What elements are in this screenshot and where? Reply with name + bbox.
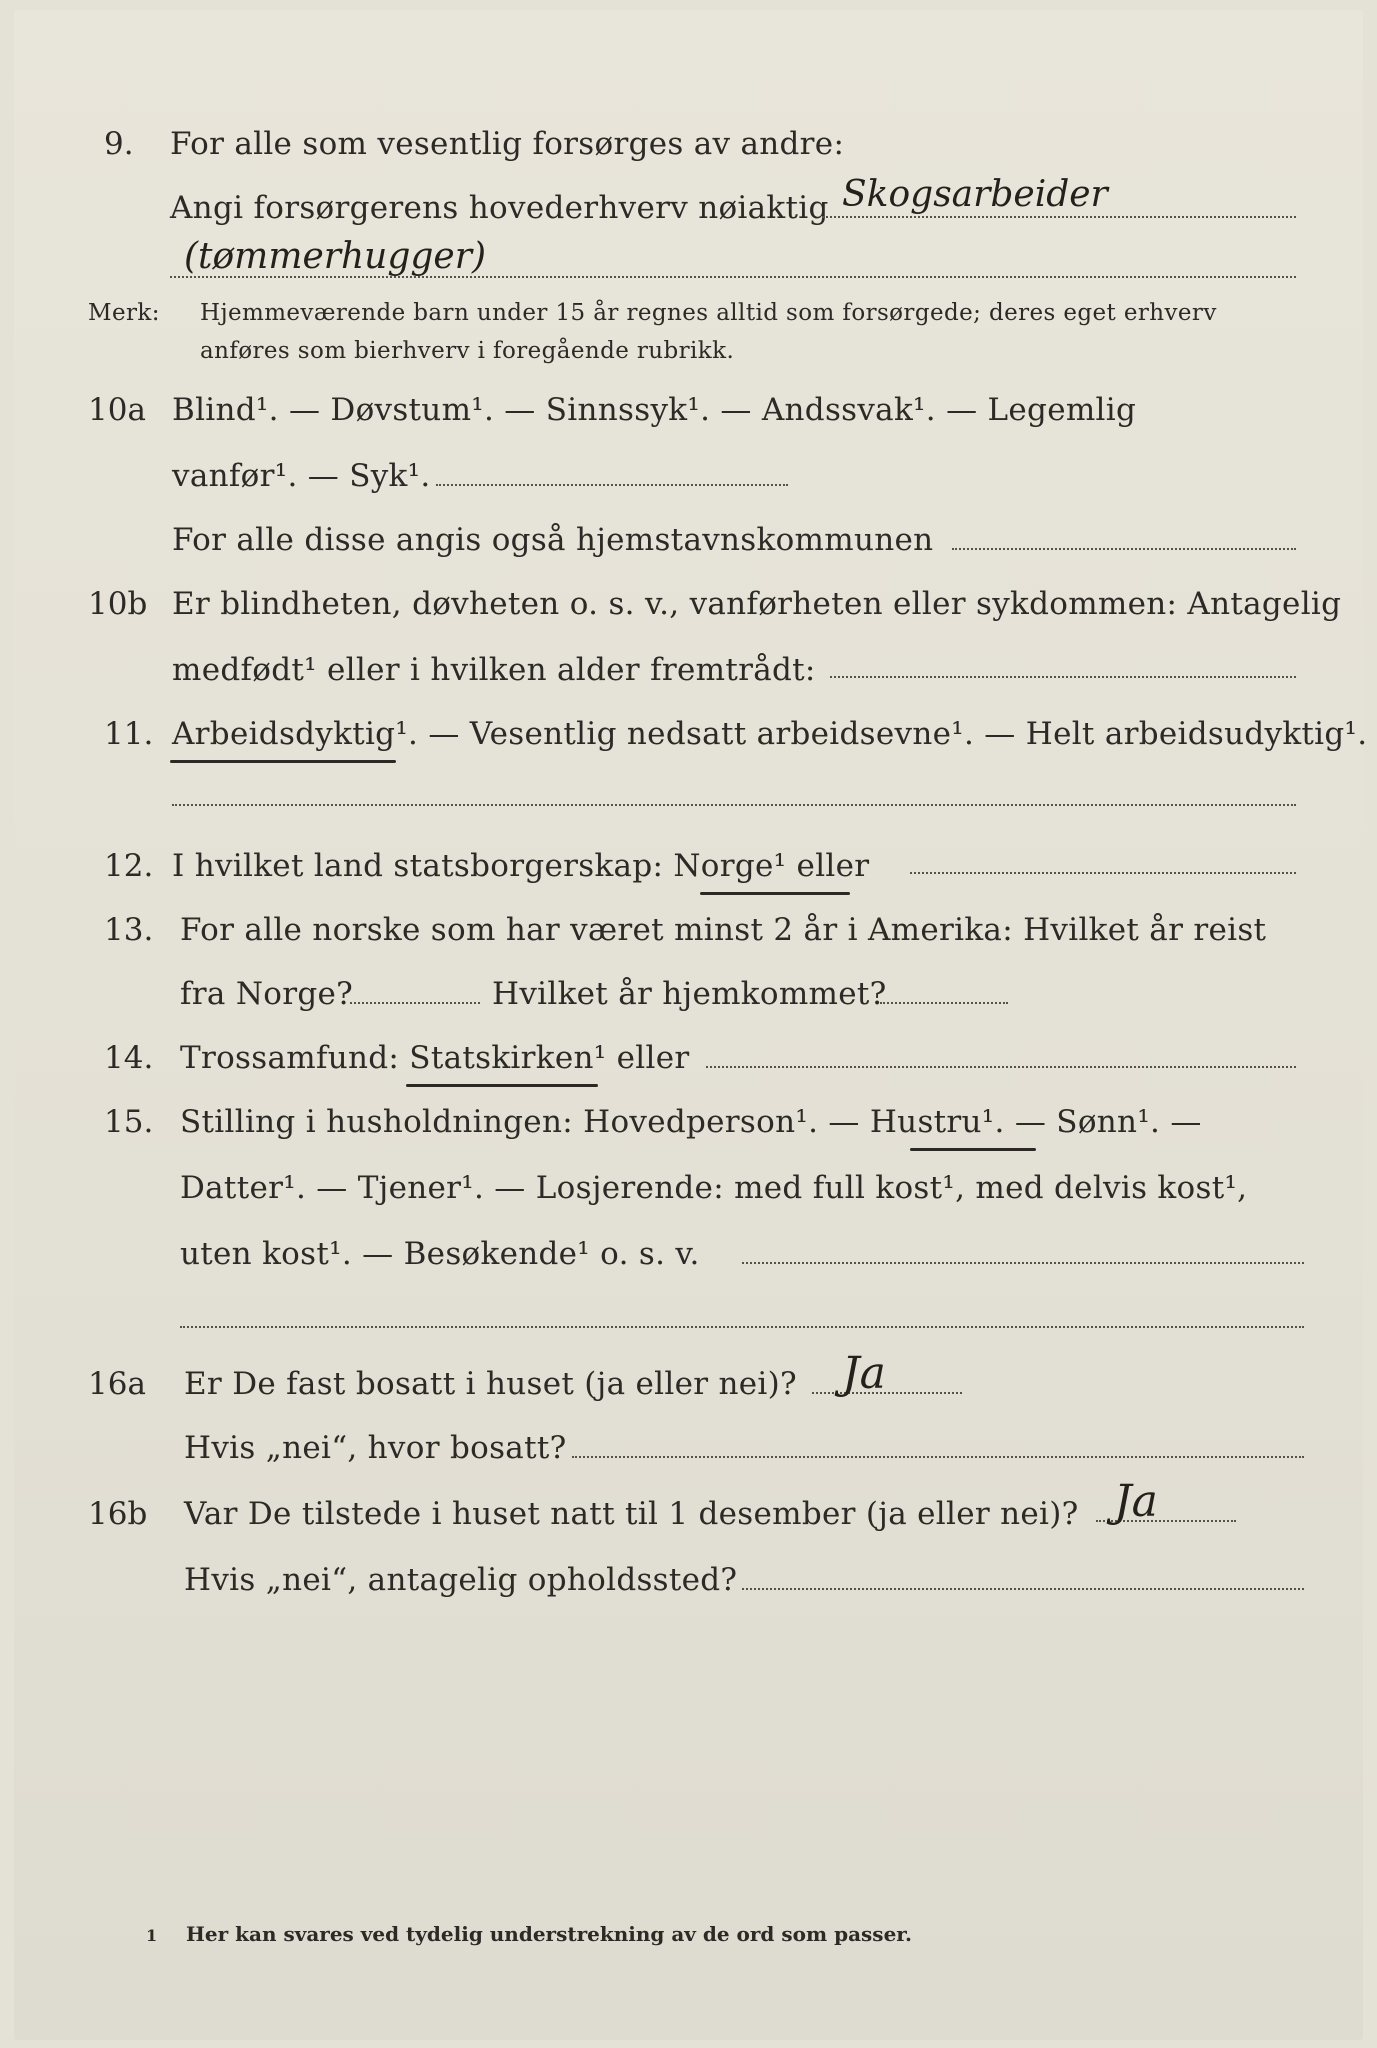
q16a-number: 16a <box>88 1366 146 1402</box>
q12-answer-line <box>910 872 1296 874</box>
q16b-handwritten-answer: Ja <box>1114 1476 1158 1527</box>
q12-underline-norge <box>700 892 850 895</box>
q12-line1: I hvilket land statsborgerskap: Norge¹ eller <box>172 848 870 884</box>
q16b-number: 16b <box>88 1496 148 1532</box>
q15-number: 15. <box>104 1104 154 1140</box>
q10b-number: 10b <box>88 586 148 622</box>
q16a-line2: Hvis „nei“, hvor bosatt? <box>184 1430 567 1466</box>
q16b-location-line <box>742 1588 1304 1590</box>
q15-extra-line <box>180 1326 1304 1328</box>
q15-underline-hustru <box>910 1148 1036 1151</box>
q11-answer-line <box>172 804 1296 806</box>
q10a-line1: Blind¹. — Døvstum¹. — Sinnssyk¹. — Andssvak¹. — Legemlig <box>172 392 1137 428</box>
q15-line1: Stilling i husholdningen: Hovedperson¹. — Hustru¹. — Sønn¹. — <box>180 1104 1202 1140</box>
q13-line2a: fra Norge? <box>180 976 354 1012</box>
merk-line1: Hjemmeværende barn under 15 år regnes alltid som forsørgede; deres eget erhverv <box>200 300 1217 326</box>
q10b-line2: medfødt¹ eller i hvilken alder fremtrådt: <box>172 652 816 688</box>
q14-underline-statskirken <box>406 1084 598 1087</box>
footnote-mark: 1 <box>146 1926 158 1945</box>
q11-underline-arbeidsdyktig <box>170 760 396 763</box>
q9-handwritten-answer1: Skogsarbeider <box>842 174 1108 215</box>
q14-number: 14. <box>104 1040 154 1076</box>
q14-answer-line <box>706 1066 1296 1068</box>
q16a-line1: Er De fast bosatt i huset (ja eller nei)? <box>184 1366 797 1402</box>
q16a-handwritten-answer: Ja <box>842 1348 886 1399</box>
q15-line2: Datter¹. — Tjener¹. — Losjerende: med full kost¹, med delvis kost¹, <box>180 1170 1248 1206</box>
q9-line1: For alle som vesentlig forsørges av andre: <box>170 126 845 162</box>
q9-number: 9. <box>104 126 134 162</box>
q14-line1: Trossamfund: Statskirken¹ eller <box>180 1040 690 1076</box>
q16b-line2: Hvis „nei“, antagelig opholdssted? <box>184 1562 738 1598</box>
q13-line1: For alle norske som har været minst 2 år i Amerika: Hvilket år reist <box>180 912 1267 948</box>
q10a-line3: For alle disse angis også hjemstavnskommunen <box>172 522 934 558</box>
q12-number: 12. <box>104 848 154 884</box>
q15-line3: uten kost¹. — Besøkende¹ o. s. v. <box>180 1236 700 1272</box>
q11-line1: Arbeidsdyktig¹. — Vesentlig nedsatt arbeidsevne¹. — Helt arbeidsudyktig¹. <box>172 716 1368 752</box>
q16a-residence-line <box>572 1456 1304 1458</box>
q10a-answer-line <box>436 484 788 486</box>
footnote-text: Her kan svares ved tydelig understrekning av de ord som passer. <box>186 1922 912 1946</box>
q13-line2b: Hvilket år hjemkommet? <box>492 976 887 1012</box>
q15-answer-line <box>742 1262 1304 1264</box>
q16a-answer-line <box>812 1392 962 1394</box>
merk-label: Merk: <box>88 300 160 326</box>
q16b-line1: Var De tilstede i huset natt til 1 desember (ja eller nei)? <box>184 1496 1079 1532</box>
q9-handwritten-answer2: (tømmerhugger) <box>184 236 486 277</box>
q13-number: 13. <box>104 912 154 948</box>
q9-answer-line1 <box>822 216 1296 218</box>
q10a-hometown-line <box>952 548 1296 550</box>
merk-line2: anføres som bierhverv i foregående rubrikk. <box>200 338 735 364</box>
q10b-answer-line <box>830 676 1296 678</box>
q11-number: 11. <box>104 716 154 752</box>
q9-line2: Angi forsørgerens hovederhverv nøiaktig <box>170 190 829 226</box>
q10a-line2: vanfør¹. — Syk¹. <box>172 458 431 494</box>
q10b-line1: Er blindheten, døvheten o. s. v., vanførheten eller sykdommen: Antagelig <box>172 586 1342 622</box>
q10a-number: 10a <box>88 392 146 428</box>
q13-right-answer-line <box>880 1002 1008 1004</box>
q13-left-answer-line <box>350 1002 480 1004</box>
